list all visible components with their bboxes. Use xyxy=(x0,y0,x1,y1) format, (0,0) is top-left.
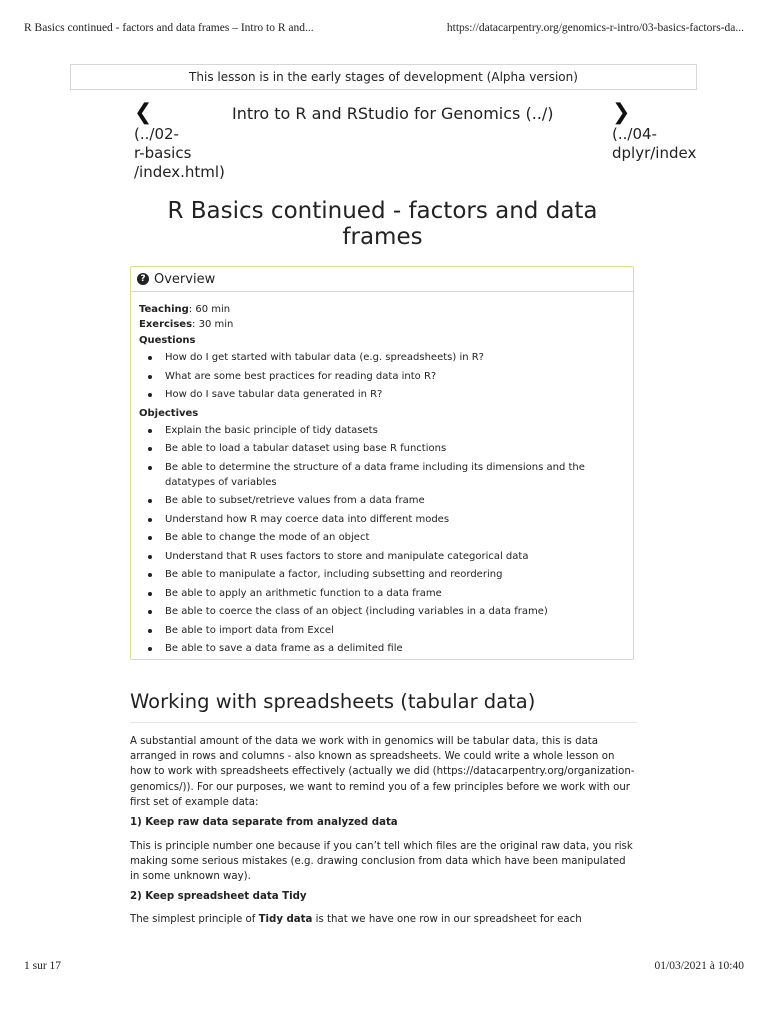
page-title: R Basics continued - factors and data frames xyxy=(167,198,598,250)
list-item: Be able to manipulate a factor, including subsetting and reordering xyxy=(165,567,625,582)
principle-1-heading: 1) Keep raw data separate from analyzed data xyxy=(130,817,398,828)
list-item: Understand that R uses factors to store and manipulate categorical data xyxy=(165,549,625,564)
print-timestamp: 01/03/2021 à 10:40 xyxy=(654,960,744,972)
next-episode-link[interactable] xyxy=(612,102,732,162)
section-intro: A substantial amount of the data we work with in genomics will be tabular data, this is data arranged in rows and columns - also known as spreadsheets. We could write a whole lesson on how to work with spreadsheets effectively (actually we did (https://datacarpentry.org/organization-genomics/)). For our purposes, we want to remind you of a few principles before we work with our first set of example data: xyxy=(130,736,635,808)
objectives-label: Objectives xyxy=(139,407,199,419)
chevron-left-icon: ❮ xyxy=(134,100,153,125)
overview-heading: Overview xyxy=(154,271,216,287)
overview-box xyxy=(130,266,634,660)
questions-label: Questions xyxy=(139,335,196,346)
list-item: Explain the basic principle of tidy datasets xyxy=(165,423,625,438)
chevron-right-icon: ❯ xyxy=(612,100,631,125)
list-item: Be able to save a data frame as a delimited file xyxy=(165,641,625,656)
overview-body xyxy=(131,292,633,656)
principle-2-prefix: The simplest principle of xyxy=(130,914,259,925)
list-item: Be able to determine the structure of a data frame including its dimensions and the datatypes of variables xyxy=(165,460,625,490)
section-divider xyxy=(130,722,637,723)
principle-2-heading: 2) Keep spreadsheet data Tidy xyxy=(130,891,307,902)
principle-2-text xyxy=(130,912,635,927)
principle-1-text: This is principle number one because if you can’t tell which files are the original raw data, you risk making some serious mistakes (e.g. drawing conclusion from data which have been manipulated in some unknown way). xyxy=(130,841,633,883)
lesson-home-link[interactable]: Intro to R and RStudio for Genomics (../) xyxy=(232,104,554,123)
list-item: Be able to subset/retrieve values from a data frame xyxy=(165,493,625,508)
list-item: How do I get started with tabular data (e.g. spreadsheets) in R? xyxy=(165,350,625,365)
list-item: How do I save tabular data generated in R? xyxy=(165,387,625,402)
print-page-title: R Basics continued - factors and data frames – Intro to R and... xyxy=(24,22,314,34)
lesson-nav xyxy=(0,102,768,182)
previous-episode-href: (../02- r-basics /index.html) xyxy=(134,125,225,181)
principle-2-suffix: is that we have one row in our spreadsheet for each xyxy=(312,914,582,925)
exercises-value: : 30 min xyxy=(192,319,234,330)
exercises-time xyxy=(139,317,625,332)
list-item: What are some best practices for reading data into R? xyxy=(165,369,625,384)
exercises-label: Exercises xyxy=(139,319,193,330)
alpha-banner: This lesson is in the early stages of development (Alpha version) xyxy=(70,64,697,90)
list-item: Understand how R may coerce data into different modes xyxy=(165,512,625,527)
previous-episode-link[interactable] xyxy=(134,102,234,181)
question-circle-icon: ? xyxy=(137,273,149,285)
list-item: Be able to load a tabular dataset using base R functions xyxy=(165,441,625,456)
objectives-list xyxy=(139,423,625,657)
teaching-label: Teaching xyxy=(139,304,189,315)
list-item: Be able to apply an arithmetic function to a data frame xyxy=(165,586,625,601)
questions-list xyxy=(139,350,625,402)
overview-header xyxy=(131,267,633,292)
section-heading: Working with spreadsheets (tabular data) xyxy=(130,690,536,713)
list-item: Be able to coerce the class of an object (including variables in a data frame) xyxy=(165,604,625,619)
page-counter: 1 sur 17 xyxy=(24,960,62,972)
teaching-value: : 60 min xyxy=(188,304,231,315)
tidy-data-term: Tidy data xyxy=(258,914,313,925)
next-episode-href: (../04- dplyr/index xyxy=(612,125,697,162)
list-item: Be able to import data from Excel xyxy=(165,623,625,638)
teaching-time xyxy=(139,302,625,317)
list-item: Be able to change the mode of an object xyxy=(165,530,625,545)
print-page-url: https://datacarpentry.org/genomics-r-intro/03-basics-factors-da... xyxy=(446,22,744,34)
